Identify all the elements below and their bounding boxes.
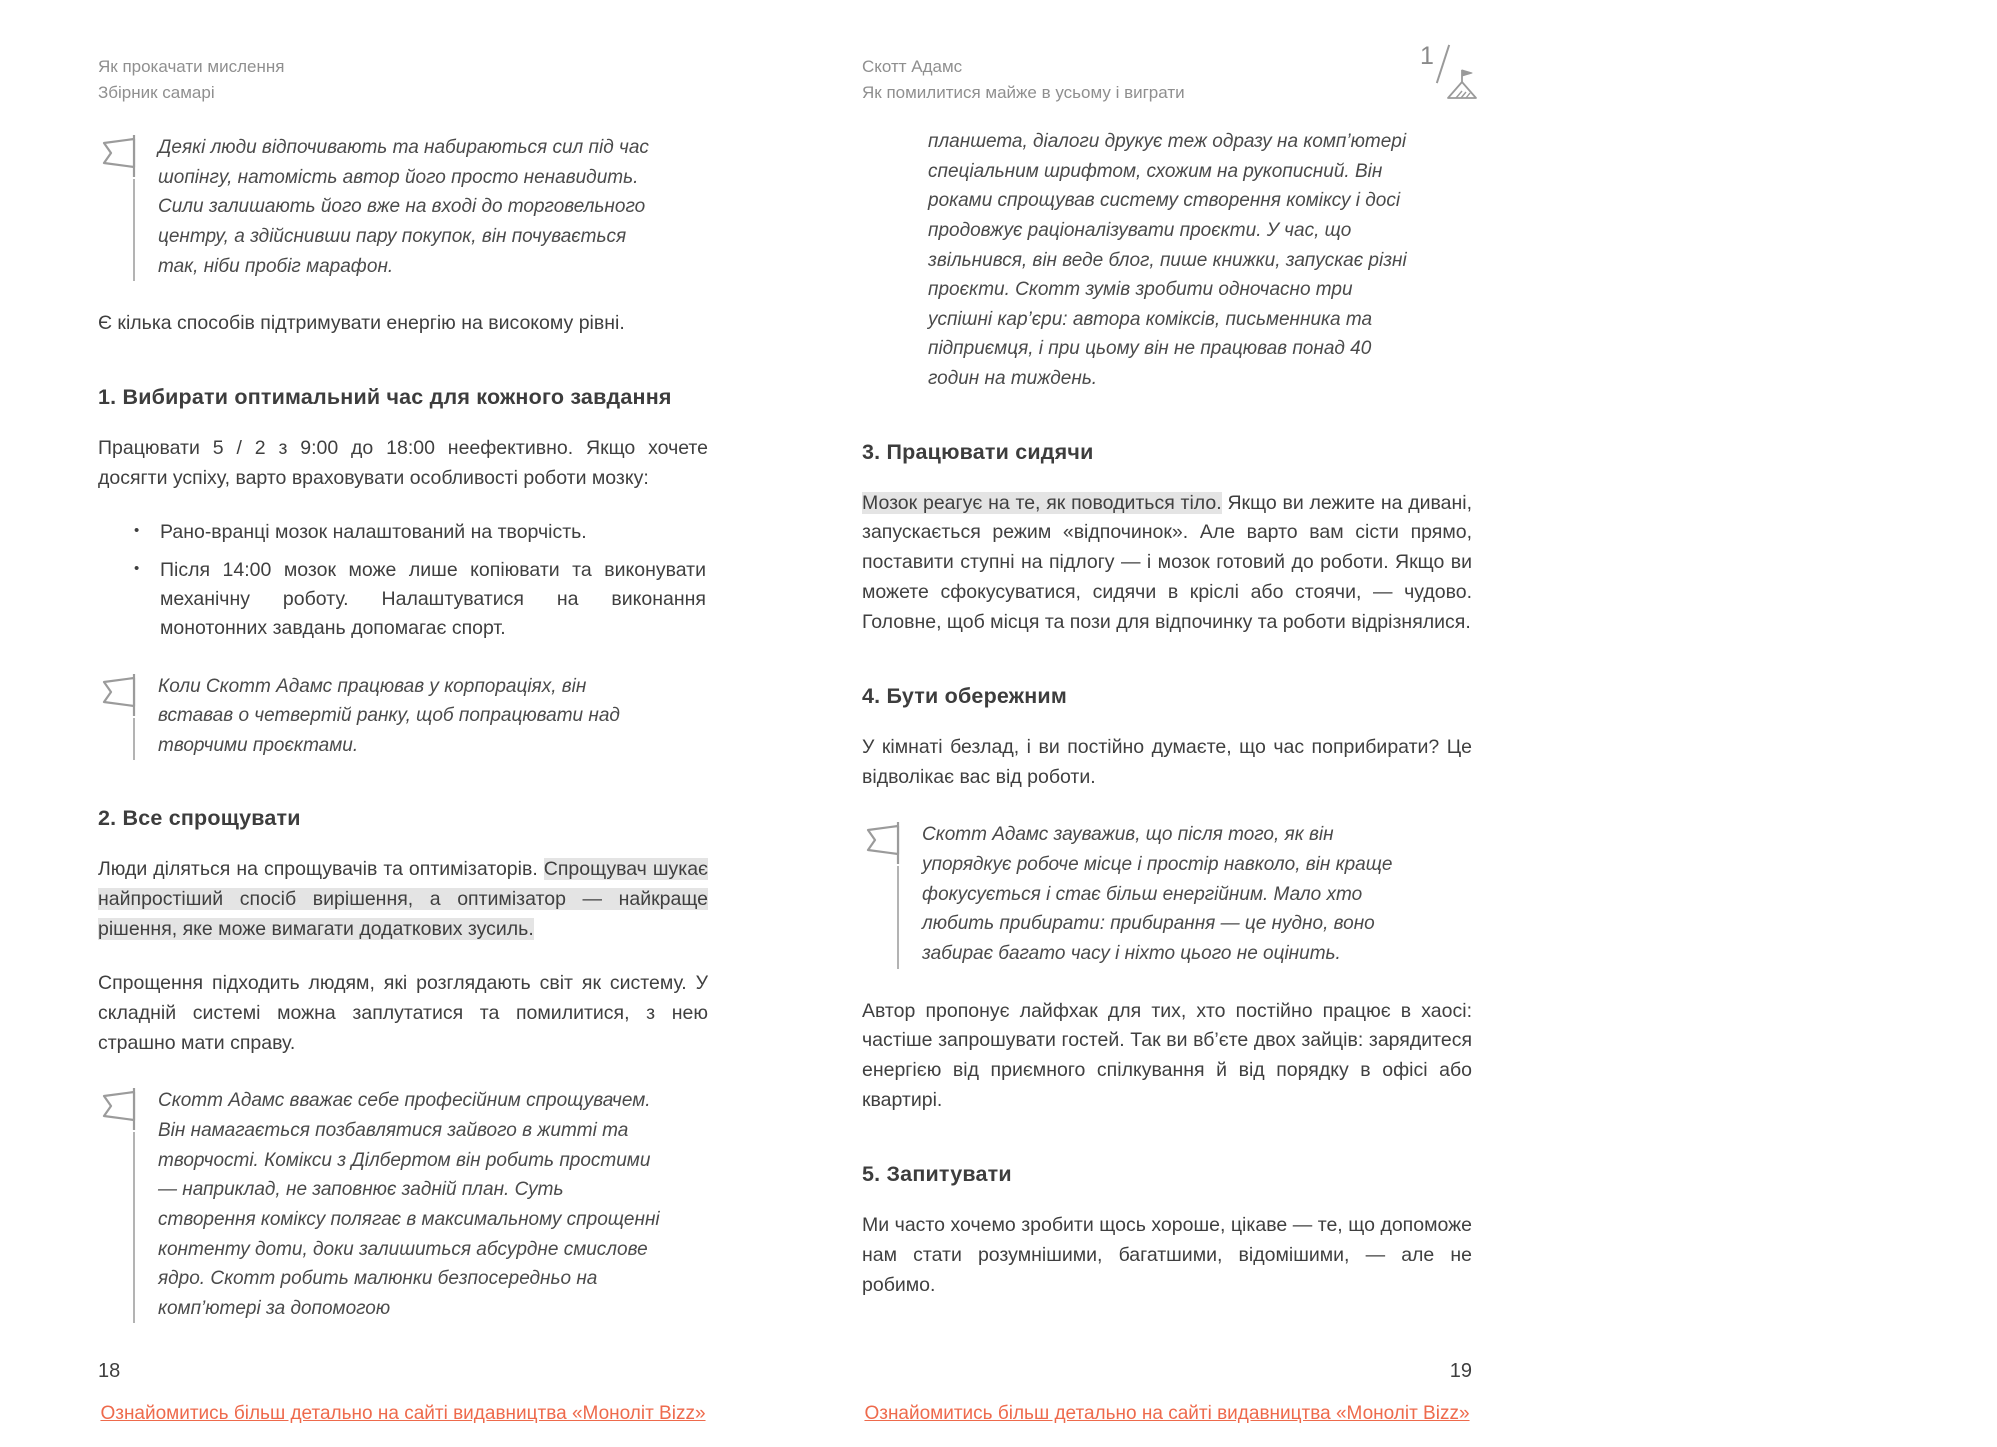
quote-rule xyxy=(133,1132,135,1323)
quote-marker xyxy=(862,820,922,968)
page-number: 19 xyxy=(1449,1360,1472,1382)
list-item xyxy=(98,556,708,644)
paragraph-ask: Ми часто хочемо зробити щось хороше, цікаве — те, що допоможе нам стати розумнішими, багатшими, відомішими, — але не робимо. xyxy=(862,1213,1472,1296)
quote-block-corporation xyxy=(98,672,708,761)
section-heading-5: 5. Запитувати xyxy=(862,1161,1012,1186)
section-heading-3: 3. Працювати сидячи xyxy=(862,439,1094,464)
quote-block-simplifier xyxy=(98,1086,708,1323)
section-heading-4: 4. Бути обережним xyxy=(862,683,1067,708)
quote-text: Деякі люди відпочивають та набираються сил під час шопінгу, натомість автор його просто ненавидить. Сили залишають його вже на вході до торговельного центру, а здійснивши пару покупок, він почувається так, ніби пробіг марафон. xyxy=(158,137,649,277)
list-item xyxy=(98,518,708,547)
quote-block-tidy xyxy=(862,820,1472,968)
flag-icon xyxy=(862,820,902,864)
flag-icon xyxy=(98,1086,138,1130)
publisher-link[interactable]: Ознайомитись більш детально на сайті видавництва «Моноліт Bizz» xyxy=(864,1403,1470,1424)
quote-marker xyxy=(98,1086,158,1323)
paragraph-text: Якщо ви лежите на дивані, запускається режим «відпочинок». Але варто вам сісти прямо, поставити ступні на підлогу — і мозок готовий до роботи. Якщо ви можете сфокусуватися, сидячи в кріслі або стоячи, — чудово. Головне, щоб місця та пози для відпочинку та роботи відрізнялися. xyxy=(862,491,1473,633)
paragraph-guests: Автор пропонує лайфхак для тих, хто постійно працює в хаосі: частіше запрошувати гостей. Так ви вб’єте двох зайців: зарядитеся енергією від приємного спілкування й від порядку в офісі або квартирі. xyxy=(862,999,1472,1112)
bullet-icon: • xyxy=(134,521,140,539)
book-author: Скотт Адамс xyxy=(862,57,963,76)
quote-marker xyxy=(98,672,158,761)
section-heading-2: 2. Все спрощувати xyxy=(98,806,301,831)
series-title: Як прокачати мислення xyxy=(98,57,285,76)
series-subtitle: Збірник самарі xyxy=(98,82,215,102)
quote-text: Коли Скотт Адамс працював у корпораціях, він вставав о четвертій ранку, щоб попрацювати над творчими проєктами. xyxy=(158,675,620,756)
book-title: Як помилитися майже в усьому і виграти xyxy=(862,82,1185,102)
publisher-link[interactable]: Ознайомитись більш детально на сайті видавництва «Моноліт Bizz» xyxy=(100,1403,706,1424)
flag-icon xyxy=(98,133,138,177)
quote-rule xyxy=(133,179,135,281)
list-item-text: Рано-вранці мозок налаштований на творчість. xyxy=(160,520,587,543)
chapter-number: 1 xyxy=(1420,42,1434,70)
paragraph-text: Люди діляться на спрощувачів та оптимізаторів. xyxy=(98,858,544,881)
paragraph-simplifiers xyxy=(98,855,708,944)
highlighted-text: Мозок реагує на те, як поводиться тіло. xyxy=(862,491,1222,514)
paragraph-schedule: Працювати 5 / 2 з 9:00 до 18:00 неефективно. Якщо хочете досягти успіху, варто враховувати особливості роботи мозку: xyxy=(98,436,708,489)
list-item-text: Після 14:00 мозок може лише копіювати та виконувати механічну роботу. Налаштуватися на виконання монотонних завдань допомагає спорт. xyxy=(160,558,706,640)
right-page xyxy=(862,0,1472,1447)
right-page-header xyxy=(862,0,1472,105)
quote-rule xyxy=(897,866,899,968)
quote-rule xyxy=(133,718,135,761)
left-page xyxy=(98,0,708,1447)
bullet-icon: • xyxy=(134,559,140,577)
section-heading-1: 1. Вибирати оптимальний час для кожного завдання xyxy=(98,384,672,409)
flag-icon xyxy=(98,672,138,716)
left-page-header xyxy=(98,0,708,105)
paragraph-mess: У кімнаті безлад, і ви постійно думаєте, що час поприбирати? Це відволікає вас від роботи. xyxy=(862,735,1472,788)
highlighted-text: Спрощувач шукає найпростіший спосіб вирішення, а оптимізатор — найкраще рішення, яке може вимагати додаткових зусиль. xyxy=(98,858,708,941)
quote-text: Скотт Адамс вважає себе професійним спрощувачем. Він намагається позбавлятися зайвого в житті та творчості. Комікси з Ділбертом він робить простими — наприклад, не заповнює задній план. Суть створення коміксу полягає в максимальному спрощенні контенту доти, доки залишиться абсурдне смислове ядро. Скотт робить малюнки безпосередньо на комп’ютері за допомогою xyxy=(158,1090,660,1319)
paragraph-system: Спрощення підходить людям, які розглядають світ як систему. У складній системі можна заплутатися та помилитися, з нею страшно мати справу. xyxy=(98,971,708,1054)
quote-text: Скотт Адамс зауважив, що після того, як він упорядкує робоче місце і простір навколо, він краще фокусується і стає більш енергійним. Мало хто любить прибирати: прибирання — це нудно, воно забирає багато часу і ніхто цього не оцінить. xyxy=(922,824,1393,964)
page-number: 18 xyxy=(98,1360,121,1382)
paragraph-sitting xyxy=(862,489,1472,638)
quote-continuation: планшета, діалоги друкує теж одразу на комп’ютері спеціальним шрифтом, схожим на рукописний. Він роками спрощував систему створення коміксу і досі продовжує раціоналізувати проєкти. У час, що звільнився, він веде блог, пише книжки, запускає різні проєкти. Скотт зумів зробити одночасно три успішні кар’єри: автора коміксів, письменника та підприємця, і при цьому він не працював понад 40 годин на тиждень. xyxy=(928,131,1407,389)
flag-on-mountain-icon xyxy=(1444,66,1482,102)
quote-marker xyxy=(98,133,158,281)
chapter-badge xyxy=(1418,44,1482,104)
bullet-list xyxy=(98,518,708,644)
quote-block-shopping xyxy=(98,133,708,281)
paragraph-energy: Є кілька способів підтримувати енергію на високому рівні. xyxy=(98,312,625,335)
